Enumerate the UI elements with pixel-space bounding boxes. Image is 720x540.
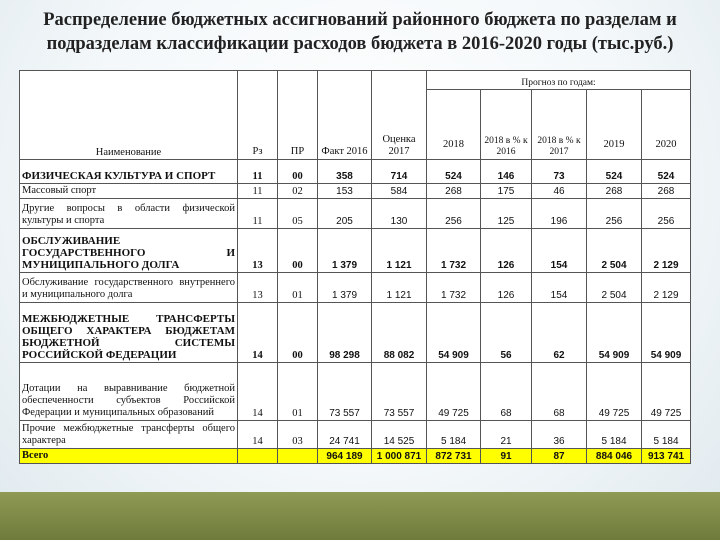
row-estimate: 714 — [372, 160, 427, 184]
row-fact: 1 379 — [318, 229, 372, 273]
row-name: Прочие межбюджетные трансферты общего характера — [20, 421, 238, 449]
row-2018: 1 732 — [427, 273, 481, 303]
row-pct-2017: 196 — [532, 199, 587, 229]
table-row — [20, 421, 691, 449]
budget-table — [19, 70, 691, 464]
header-name: Наименование — [20, 71, 238, 160]
row-2020: 2 129 — [642, 273, 691, 303]
row-2019: 54 909 — [587, 303, 642, 363]
row-pct-2017: 154 — [532, 273, 587, 303]
row-estimate: 73 557 — [372, 363, 427, 421]
table-row — [20, 184, 691, 199]
header-2018-pct-2016: 2018 в % к 2016 — [481, 90, 532, 160]
row-rz: 13 — [238, 273, 278, 303]
table-row — [20, 273, 691, 303]
row-2019: 256 — [587, 199, 642, 229]
row-estimate: 1 121 — [372, 229, 427, 273]
row-2019: 2 504 — [587, 273, 642, 303]
row-fact: 24 741 — [318, 421, 372, 449]
row-fact: 153 — [318, 184, 372, 199]
row-pct-2017: 87 — [532, 449, 587, 464]
row-name: ФИЗИЧЕСКАЯ КУЛЬТУРА И СПОРТ — [20, 160, 238, 184]
row-name: Дотации на выравнивание бюджетной обеспеченности субъектов Российской Федерации и муниципальных образований — [20, 363, 238, 421]
row-rz: 11 — [238, 184, 278, 199]
header-estimate-2017: Оценка 2017 — [372, 71, 427, 160]
row-name: МЕЖБЮДЖЕТНЫЕ ТРАНСФЕРТЫ ОБЩЕГО ХАРАКТЕРА БЮДЖЕТАМ БЮДЖЕТНОЙ СИСТЕМЫ РОССИЙСКОЙ ФЕДЕРАЦИИ — [20, 303, 238, 363]
row-pr: 00 — [278, 229, 318, 273]
row-2020: 54 909 — [642, 303, 691, 363]
row-2018: 256 — [427, 199, 481, 229]
row-rz: 14 — [238, 303, 278, 363]
row-pct-2016: 21 — [481, 421, 532, 449]
header-pr: ПР — [278, 71, 318, 160]
total-row — [20, 449, 691, 464]
row-fact: 1 379 — [318, 273, 372, 303]
row-estimate: 14 525 — [372, 421, 427, 449]
header-2019: 2019 — [587, 90, 642, 160]
row-pct-2017: 46 — [532, 184, 587, 199]
row-pct-2017: 154 — [532, 229, 587, 273]
row-2018: 872 731 — [427, 449, 481, 464]
row-pr: 00 — [278, 303, 318, 363]
row-pct-2016: 126 — [481, 273, 532, 303]
row-fact: 358 — [318, 160, 372, 184]
row-estimate: 130 — [372, 199, 427, 229]
row-pct-2016: 68 — [481, 363, 532, 421]
row-pct-2016: 146 — [481, 160, 532, 184]
row-2019: 268 — [587, 184, 642, 199]
header-forecast-group: Прогноз по годам: — [427, 71, 691, 90]
header-fact-2016: Факт 2016 — [318, 71, 372, 160]
row-estimate: 88 082 — [372, 303, 427, 363]
table-row — [20, 160, 691, 184]
footer-band — [0, 492, 720, 540]
row-pct-2016: 125 — [481, 199, 532, 229]
row-pct-2016: 126 — [481, 229, 532, 273]
row-pct-2017: 68 — [532, 363, 587, 421]
row-2020: 913 741 — [642, 449, 691, 464]
row-name: Массовый спорт — [20, 184, 238, 199]
table-row — [20, 303, 691, 363]
row-pr: 00 — [278, 160, 318, 184]
row-pr: 01 — [278, 363, 318, 421]
row-2018: 49 725 — [427, 363, 481, 421]
row-pr: 03 — [278, 421, 318, 449]
header-2018: 2018 — [427, 90, 481, 160]
row-pct-2017: 36 — [532, 421, 587, 449]
row-fact: 73 557 — [318, 363, 372, 421]
table-row — [20, 199, 691, 229]
table-row — [20, 363, 691, 421]
row-pr: 02 — [278, 184, 318, 199]
row-2018: 524 — [427, 160, 481, 184]
row-rz — [238, 449, 278, 464]
row-name: Всего — [20, 449, 238, 464]
row-pr: 01 — [278, 273, 318, 303]
row-rz: 11 — [238, 160, 278, 184]
row-pct-2016: 91 — [481, 449, 532, 464]
row-name: Обслуживание государственного внутреннего и муниципального долга — [20, 273, 238, 303]
header-2018-pct-2017: 2018 в % к 2017 — [532, 90, 587, 160]
row-estimate: 584 — [372, 184, 427, 199]
row-2018: 5 184 — [427, 421, 481, 449]
row-fact: 205 — [318, 199, 372, 229]
row-name: ОБСЛУЖИВАНИЕ ГОСУДАРСТВЕННОГО И МУНИЦИПАЛЬНОГО ДОЛГА — [20, 229, 238, 273]
row-fact: 98 298 — [318, 303, 372, 363]
row-2020: 49 725 — [642, 363, 691, 421]
row-pct-2016: 175 — [481, 184, 532, 199]
page-title: Распределение бюджетных ассигнований районного бюджета по разделам и подразделам классификации расходов бюджета в 2016-2020 годы (тыс.руб.) — [43, 10, 677, 54]
row-2020: 2 129 — [642, 229, 691, 273]
row-estimate: 1 000 871 — [372, 449, 427, 464]
row-pr — [278, 449, 318, 464]
row-name: Другие вопросы в области физической культуры и спорта — [20, 199, 238, 229]
row-2020: 5 184 — [642, 421, 691, 449]
row-2018: 1 732 — [427, 229, 481, 273]
row-rz: 14 — [238, 363, 278, 421]
row-2019: 884 046 — [587, 449, 642, 464]
row-estimate: 1 121 — [372, 273, 427, 303]
row-pct-2017: 62 — [532, 303, 587, 363]
row-pct-2017: 73 — [532, 160, 587, 184]
row-pr: 05 — [278, 199, 318, 229]
row-2020: 256 — [642, 199, 691, 229]
row-rz: 11 — [238, 199, 278, 229]
row-2020: 524 — [642, 160, 691, 184]
row-2018: 268 — [427, 184, 481, 199]
row-fact: 964 189 — [318, 449, 372, 464]
row-2019: 2 504 — [587, 229, 642, 273]
row-2020: 268 — [642, 184, 691, 199]
table-row — [20, 229, 691, 273]
header-rz: Рз — [238, 71, 278, 160]
row-2019: 49 725 — [587, 363, 642, 421]
row-2019: 5 184 — [587, 421, 642, 449]
row-rz: 13 — [238, 229, 278, 273]
row-rz: 14 — [238, 421, 278, 449]
row-pct-2016: 56 — [481, 303, 532, 363]
row-2018: 54 909 — [427, 303, 481, 363]
row-2019: 524 — [587, 160, 642, 184]
header-2020: 2020 — [642, 90, 691, 160]
